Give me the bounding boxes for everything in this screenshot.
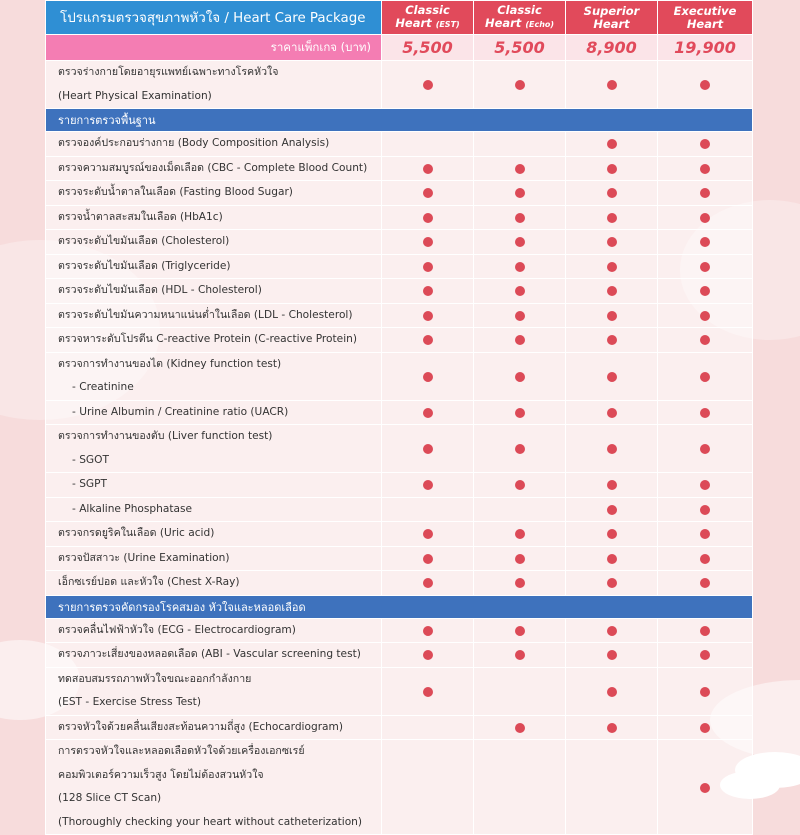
included-dot-icon [423, 578, 433, 588]
mark-cell [566, 156, 658, 181]
item-name [46, 715, 382, 740]
mark-cell [566, 230, 658, 255]
item-line: ตรวจภาวะเสี่ยงของหลอดเลือด (ABI - Vascular screening test) [58, 648, 361, 660]
mark-cell [658, 230, 753, 255]
item-name [46, 497, 382, 522]
included-dot-icon [607, 80, 617, 90]
mark-cell [474, 546, 566, 571]
included-dot-icon [423, 408, 433, 418]
mark-cell [658, 618, 753, 643]
item-name [46, 279, 382, 304]
included-dot-icon [607, 650, 617, 660]
included-dot-icon [423, 80, 433, 90]
mark-cell [566, 400, 658, 425]
mark-cell [658, 303, 753, 328]
mark-cell [474, 740, 566, 835]
section-heading: รายการตรวจคัดกรองโรคสมอง หัวใจและหลอดเลือด [46, 595, 753, 618]
mark-cell [566, 618, 658, 643]
included-dot-icon [700, 311, 710, 321]
included-dot-icon [515, 286, 525, 296]
table-row [46, 473, 753, 498]
item-line: ตรวจการทำงานของตับ (Liver function test) [58, 430, 273, 442]
included-dot-icon [515, 578, 525, 588]
included-dot-icon [423, 529, 433, 539]
price-executive: 19,900 [658, 35, 753, 61]
included-dot-icon [607, 237, 617, 247]
table-row [46, 667, 753, 715]
included-dot-icon [700, 237, 710, 247]
item-line: ตรวจหัวใจด้วยคลื่นเสียงสะท้อนความถี่สูง (Echocardiogram) [58, 720, 343, 733]
table-row [46, 425, 753, 473]
item-line: ตรวจระดับไขมันความหนาแน่นต่ำในเลือด (LDL - Cholesterol) [58, 308, 353, 321]
included-dot-icon [607, 372, 617, 382]
item-line: ตรวจระดับน้ำตาลในเลือด (Fasting Blood Sugar) [58, 186, 293, 198]
mark-cell [566, 546, 658, 571]
included-dot-icon [515, 408, 525, 418]
included-dot-icon [700, 80, 710, 90]
mark-cell [382, 303, 474, 328]
item-name [46, 205, 382, 230]
included-dot-icon [700, 554, 710, 564]
mark-cell [566, 571, 658, 596]
included-dot-icon [607, 188, 617, 198]
table-row [46, 205, 753, 230]
included-dot-icon [700, 578, 710, 588]
price-row [46, 35, 753, 61]
included-dot-icon [515, 311, 525, 321]
item-line: (128 Slice CT Scan) [58, 792, 162, 804]
mark-cell [566, 61, 658, 109]
table-row [46, 618, 753, 643]
item-name [46, 546, 382, 571]
package-name: Classic [405, 3, 450, 17]
mark-cell [474, 156, 566, 181]
included-dot-icon [700, 723, 710, 733]
table-row [46, 715, 753, 740]
package-header-superior [566, 1, 658, 35]
item-name [46, 61, 382, 109]
included-dot-icon [515, 213, 525, 223]
package-sub: (EST) [435, 20, 460, 29]
mark-cell [658, 740, 753, 835]
mark-cell [474, 352, 566, 400]
included-dot-icon [423, 164, 433, 174]
table-row [46, 740, 753, 835]
mark-cell [566, 425, 658, 473]
mark-cell [382, 473, 474, 498]
mark-cell [474, 328, 566, 353]
mark-cell [566, 522, 658, 547]
item-name [46, 522, 382, 547]
mark-cell [382, 643, 474, 668]
mark-cell [382, 132, 474, 157]
mark-cell [658, 328, 753, 353]
mark-cell [474, 230, 566, 255]
mark-cell [566, 254, 658, 279]
included-dot-icon [700, 139, 710, 149]
mark-cell [658, 132, 753, 157]
mark-cell [382, 230, 474, 255]
item-name [46, 571, 382, 596]
included-dot-icon [607, 529, 617, 539]
mark-cell [382, 571, 474, 596]
included-dot-icon [607, 626, 617, 636]
package-items [46, 61, 753, 835]
included-dot-icon [423, 480, 433, 490]
included-dot-icon [607, 505, 617, 515]
item-line: คอมพิวเตอร์ความเร็วสูง โดยไม่ต้องสวนหัวใจ [58, 768, 264, 781]
section-heading: รายการตรวจพื้นฐาน [46, 109, 753, 132]
included-dot-icon [423, 335, 433, 345]
mark-cell [566, 740, 658, 835]
included-dot-icon [515, 80, 525, 90]
included-dot-icon [607, 687, 617, 697]
mark-cell [474, 303, 566, 328]
item-name [46, 740, 382, 835]
mark-cell [382, 522, 474, 547]
mark-cell [658, 279, 753, 304]
included-dot-icon [607, 444, 617, 454]
mark-cell [566, 328, 658, 353]
included-dot-icon [423, 237, 433, 247]
item-line: เอ็กซเรย์ปอด และหัวใจ (Chest X-Ray) [58, 576, 240, 588]
mark-cell [474, 473, 566, 498]
mark-cell [474, 618, 566, 643]
package-name: Superior [583, 3, 640, 18]
mark-cell [474, 497, 566, 522]
included-dot-icon [607, 578, 617, 588]
mark-cell [382, 181, 474, 206]
mark-cell [474, 205, 566, 230]
mark-cell [658, 254, 753, 279]
table-row [46, 352, 753, 400]
mark-cell [382, 497, 474, 522]
included-dot-icon [700, 529, 710, 539]
mark-cell [382, 546, 474, 571]
included-dot-icon [700, 335, 710, 345]
mark-cell [474, 254, 566, 279]
price-classic-est: 5,500 [382, 35, 474, 61]
included-dot-icon [700, 213, 710, 223]
package-header-classic-echo [474, 1, 566, 35]
item-name [46, 425, 382, 473]
included-dot-icon [607, 213, 617, 223]
item-name [46, 303, 382, 328]
included-dot-icon [423, 626, 433, 636]
included-dot-icon [607, 480, 617, 490]
package-name-line2: Heart [593, 16, 630, 31]
mark-cell [474, 715, 566, 740]
price-classic-echo: 5,500 [474, 35, 566, 61]
included-dot-icon [515, 237, 525, 247]
table-row [46, 522, 753, 547]
package-name-line2: Heart [395, 16, 432, 30]
item-name [46, 328, 382, 353]
mark-cell [382, 205, 474, 230]
included-dot-icon [700, 480, 710, 490]
mark-cell [566, 181, 658, 206]
mark-cell [566, 205, 658, 230]
table-row [46, 497, 753, 522]
mark-cell [474, 667, 566, 715]
included-dot-icon [515, 650, 525, 660]
item-line: ตรวจองค์ประกอบร่างกาย (Body Composition Analysis) [58, 137, 330, 149]
item-line: ตรวจคลื่นไฟฟ้าหัวใจ (ECG - Electrocardiogram) [58, 623, 296, 636]
item-line: (Thoroughly checking your heart without catheterization) [58, 815, 363, 828]
mark-cell [382, 715, 474, 740]
item-line: ตรวจระดับไขมันเลือด (HDL - Cholesterol) [58, 284, 262, 296]
mark-cell [658, 473, 753, 498]
mark-cell [658, 643, 753, 668]
item-line: ทดสอบสมรรถภาพหัวใจขณะออกกำลังกาย [58, 672, 252, 685]
mark-cell [658, 61, 753, 109]
table-row [46, 181, 753, 206]
item-line: - Urine Albumin / Creatinine ratio (UACR) [72, 405, 289, 418]
included-dot-icon [515, 529, 525, 539]
included-dot-icon [423, 372, 433, 382]
item-name [46, 643, 382, 668]
mark-cell [566, 667, 658, 715]
item-line: ตรวจการทำงานของไต (Kidney function test) [58, 357, 282, 370]
included-dot-icon [607, 262, 617, 272]
item-line: ตรวจระดับไขมันเลือด (Triglyceride) [58, 259, 231, 272]
included-dot-icon [607, 723, 617, 733]
included-dot-icon [423, 687, 433, 697]
item-name [46, 181, 382, 206]
included-dot-icon [423, 188, 433, 198]
mark-cell [474, 400, 566, 425]
included-dot-icon [423, 213, 433, 223]
included-dot-icon [515, 335, 525, 345]
mark-cell [566, 132, 658, 157]
mark-cell [658, 522, 753, 547]
item-line: การตรวจหัวใจและหลอดเลือดหัวใจด้วยเครื่องเอกซเรย์ [58, 745, 305, 757]
mark-cell [658, 667, 753, 715]
included-dot-icon [607, 139, 617, 149]
included-dot-icon [700, 372, 710, 382]
item-line: ตรวจกรดยูริคในเลือด (Uric acid) [58, 527, 215, 539]
mark-cell [566, 497, 658, 522]
mark-cell [566, 352, 658, 400]
mark-cell [566, 303, 658, 328]
item-name [46, 352, 382, 400]
mark-cell [382, 254, 474, 279]
mark-cell [658, 400, 753, 425]
item-name [46, 230, 382, 255]
table-row [46, 571, 753, 596]
mark-cell [658, 156, 753, 181]
item-name [46, 156, 382, 181]
included-dot-icon [700, 444, 710, 454]
mark-cell [382, 352, 474, 400]
section-row [46, 595, 753, 618]
included-dot-icon [423, 262, 433, 272]
item-line: - Alkaline Phosphatase [72, 502, 193, 515]
mark-cell [474, 181, 566, 206]
item-line: (Heart Physical Examination) [58, 89, 212, 102]
included-dot-icon [700, 650, 710, 660]
included-dot-icon [515, 626, 525, 636]
item-name [46, 132, 382, 157]
included-dot-icon [700, 262, 710, 272]
page-title: โปรแกรมตรวจสุขภาพหัวใจ / Heart Care Package [46, 1, 382, 35]
mark-cell [474, 425, 566, 473]
mark-cell [658, 425, 753, 473]
mark-cell [382, 400, 474, 425]
mark-cell [566, 473, 658, 498]
included-dot-icon [607, 286, 617, 296]
mark-cell [382, 740, 474, 835]
package-header-classic-est [382, 1, 474, 35]
item-line: (EST - Exercise Stress Test) [58, 696, 201, 708]
item-line: - Creatinine [72, 381, 134, 393]
included-dot-icon [700, 188, 710, 198]
included-dot-icon [515, 554, 525, 564]
mark-cell [658, 715, 753, 740]
included-dot-icon [607, 164, 617, 174]
table-row [46, 400, 753, 425]
table-row [46, 328, 753, 353]
header-row [46, 1, 753, 35]
item-line: - SGOT [72, 453, 109, 466]
item-name [46, 473, 382, 498]
item-line: ตรวจปัสสาวะ (Urine Examination) [58, 551, 230, 564]
included-dot-icon [607, 554, 617, 564]
included-dot-icon [700, 505, 710, 515]
table-row [46, 279, 753, 304]
mark-cell [474, 522, 566, 547]
table-row [46, 546, 753, 571]
included-dot-icon [700, 687, 710, 697]
included-dot-icon [515, 262, 525, 272]
table-row [46, 132, 753, 157]
included-dot-icon [700, 626, 710, 636]
table-row [46, 156, 753, 181]
price-label: ราคาแพ็กเกจ (บาท) [46, 35, 382, 61]
item-name [46, 618, 382, 643]
mark-cell [382, 667, 474, 715]
mark-cell [382, 61, 474, 109]
mark-cell [658, 546, 753, 571]
included-dot-icon [515, 164, 525, 174]
table-row [46, 230, 753, 255]
included-dot-icon [423, 650, 433, 660]
mark-cell [474, 571, 566, 596]
mark-cell [382, 279, 474, 304]
included-dot-icon [607, 335, 617, 345]
table-row [46, 643, 753, 668]
price-superior: 8,900 [566, 35, 658, 61]
included-dot-icon [423, 444, 433, 454]
mark-cell [566, 279, 658, 304]
package-sub: (Echo) [525, 20, 555, 29]
included-dot-icon [515, 188, 525, 198]
item-line: ตรวจระดับไขมันเลือด (Cholesterol) [58, 235, 230, 247]
package-header-executive [658, 1, 753, 35]
mark-cell [382, 328, 474, 353]
included-dot-icon [700, 408, 710, 418]
included-dot-icon [515, 444, 525, 454]
included-dot-icon [423, 554, 433, 564]
package-name-line2: Heart [484, 16, 522, 30]
mark-cell [474, 643, 566, 668]
included-dot-icon [607, 408, 617, 418]
included-dot-icon [515, 480, 525, 490]
item-name [46, 400, 382, 425]
included-dot-icon [607, 311, 617, 321]
package-name-line2: Heart [686, 16, 724, 31]
heart-package-table [45, 0, 753, 835]
item-line: ตรวจหาระดับโปรตีน C-reactive Protein (C-reactive Protein) [58, 333, 357, 345]
included-dot-icon [700, 783, 710, 793]
mark-cell [658, 352, 753, 400]
included-dot-icon [423, 311, 433, 321]
mark-cell [566, 643, 658, 668]
item-line: ตรวจน้ำตาลสะสมในเลือด (HbA1c) [58, 210, 223, 223]
mark-cell [658, 205, 753, 230]
item-name [46, 254, 382, 279]
item-line: ตรวจความสมบูรณ์ของเม็ดเลือด (CBC - Complete Blood Count) [58, 161, 368, 174]
included-dot-icon [700, 164, 710, 174]
mark-cell [474, 279, 566, 304]
item-line: - SGPT [72, 478, 107, 490]
mark-cell [382, 618, 474, 643]
mark-cell [566, 715, 658, 740]
mark-cell [658, 181, 753, 206]
table-row [46, 303, 753, 328]
item-name [46, 667, 382, 715]
section-row [46, 109, 753, 132]
package-name: Classic [497, 3, 542, 17]
mark-cell [658, 497, 753, 522]
mark-cell [382, 156, 474, 181]
mark-cell [474, 61, 566, 109]
package-name: Executive [673, 3, 737, 18]
mark-cell [382, 425, 474, 473]
item-line: ตรวจร่างกายโดยอายุรแพทย์เฉพาะทางโรคหัวใจ [58, 66, 279, 78]
mark-cell [658, 571, 753, 596]
mark-cell [474, 132, 566, 157]
table-row [46, 254, 753, 279]
included-dot-icon [700, 286, 710, 296]
included-dot-icon [515, 723, 525, 733]
included-dot-icon [515, 372, 525, 382]
table-row [46, 61, 753, 109]
included-dot-icon [423, 286, 433, 296]
